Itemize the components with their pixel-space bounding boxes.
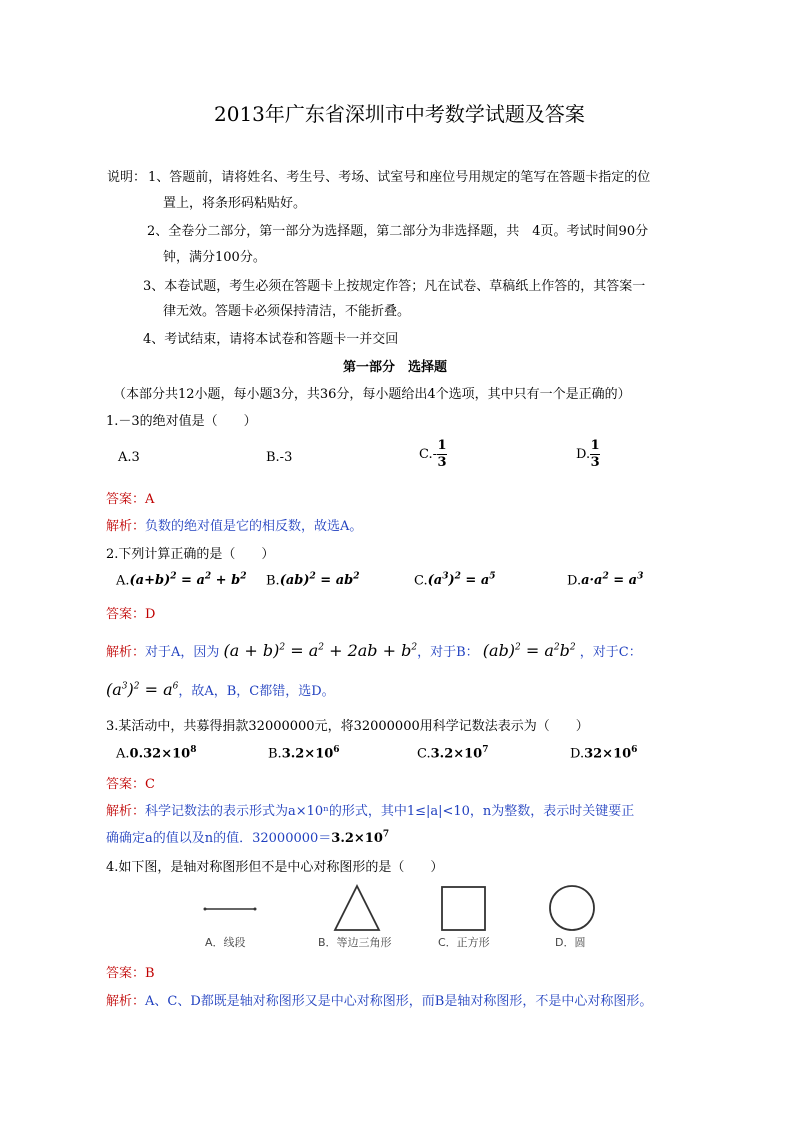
q4-figures-svg <box>195 880 615 950</box>
q4-analysis: 解析：A、C、D都既是轴对称图形又是中心对称图形，而B是轴对称图形，不是中心对称图形。 <box>106 994 653 1009</box>
q1-option-b: B.-3 <box>266 450 293 465</box>
note-2-line-1: 2、全卷分二部分，第一部分为选择题，第二部分为非选择题，共 4页。考试时间90分 <box>147 224 649 239</box>
segment-endpoint-right <box>254 908 257 911</box>
q3-option-b: $B.3.2\times 10^6$ <box>268 745 340 762</box>
q2-analysis-line-1: 解析：对于A，因为 $(a + b)^2 = a^2 + 2ab + b^2$，对于B： $(ab)^2 = a^2b^2$ ，对于C： <box>106 641 642 660</box>
note-2-line-2: 钟，满分100分。 <box>163 250 266 265</box>
note-4: 4、考试结束，请将本试卷和答题卡一并交回 <box>143 332 399 347</box>
q3-stem: 3.某活动中，共募得捐款32000000元，将32000000用科学记数法表示为（ ） <box>106 719 589 734</box>
square-shape <box>442 887 485 930</box>
q4-answer: 答案：B <box>106 966 155 981</box>
circle-shape <box>550 886 594 930</box>
note-1-line-1: 1、答题前，请将姓名、考生号、考场、试室号和座位号用规定的笔写在答题卡指定的位 <box>148 170 651 185</box>
notes-label: 说明： <box>107 170 147 185</box>
q3-answer: 答案：C <box>106 777 155 792</box>
q1-option-a: A.3 <box>118 450 140 465</box>
q3-option-a: $A.0.32\times 10^8$ <box>116 745 197 762</box>
q2-option-a: $A.(a+b)^2 = a^2 + b^2$ <box>116 572 247 589</box>
q3-analysis-line-1: 解析：科学记数法的表示形式为a×10ⁿ的形式，其中1≤|a|<10，n为整数，表示时关键要正 <box>106 804 635 819</box>
triangle-shape <box>335 886 379 930</box>
part-1-heading: 第一部分 选择题 <box>343 360 448 375</box>
q1-analysis: 解析：负数的绝对值是它的相反数，故选A。 <box>106 519 363 534</box>
q4-stem: 4.如下图，是轴对称图形但不是中心对称图形的是（ ） <box>106 860 444 875</box>
note-1-line-2: 置上，将条形码粘贴好。 <box>163 196 307 211</box>
q2-option-c: $C.(a^3)^2 = a^5$ <box>414 572 496 589</box>
q2-analysis-line-2: $(a^3)^2 = a^6$，故A，B，C都错，选D。 <box>106 680 335 699</box>
q2-option-b: $B.(ab)^2 = ab^2$ <box>266 572 360 589</box>
q1-option-c: C.- $\frac{1}{3}$ <box>419 438 447 470</box>
q4-figures <box>195 880 615 950</box>
q4-label-b: B．等边三角形 <box>318 936 392 949</box>
note-3-line-1: 3、本卷试题，考生必须在答题卡上按规定作答；凡在试卷、草稿纸上作答的，其答案一 <box>143 279 646 294</box>
q4-label-d: D．圆 <box>555 936 586 949</box>
q2-answer: 答案：D <box>106 607 156 622</box>
page-title: 2013年广东省深圳市中考数学试题及答案 <box>214 102 585 126</box>
note-3-line-2: 律无效。答题卡必须保持清洁，不能折叠。 <box>163 304 411 319</box>
q3-analysis-line-2: 确确定a的值以及n的值．$32000000=3.2\times 10^7$ <box>106 829 390 846</box>
q2-stem: 2.下列计算正确的是（ ） <box>106 547 275 562</box>
q3-option-d: $D.32\times 10^6$ <box>570 745 638 762</box>
q1-stem: 1.－3的绝对值是（ ） <box>106 414 257 429</box>
q1-option-d: D. $\frac{1}{3}$ <box>576 438 600 470</box>
q1-answer: 答案：A <box>106 492 155 507</box>
segment-endpoint-left <box>204 908 207 911</box>
q4-label-c: C．正方形 <box>438 936 490 949</box>
q3-option-c: $C.3.2\times 10^7$ <box>417 745 489 762</box>
q2-option-d: $D.a\cdot a^2 = a^3$ <box>567 572 644 589</box>
q4-label-a: A．线段 <box>205 936 246 949</box>
part-1-intro: （本部分共12小题，每小题3分，共36分，每小题给出4个选项，其中只有一个是正确的） <box>113 387 631 402</box>
